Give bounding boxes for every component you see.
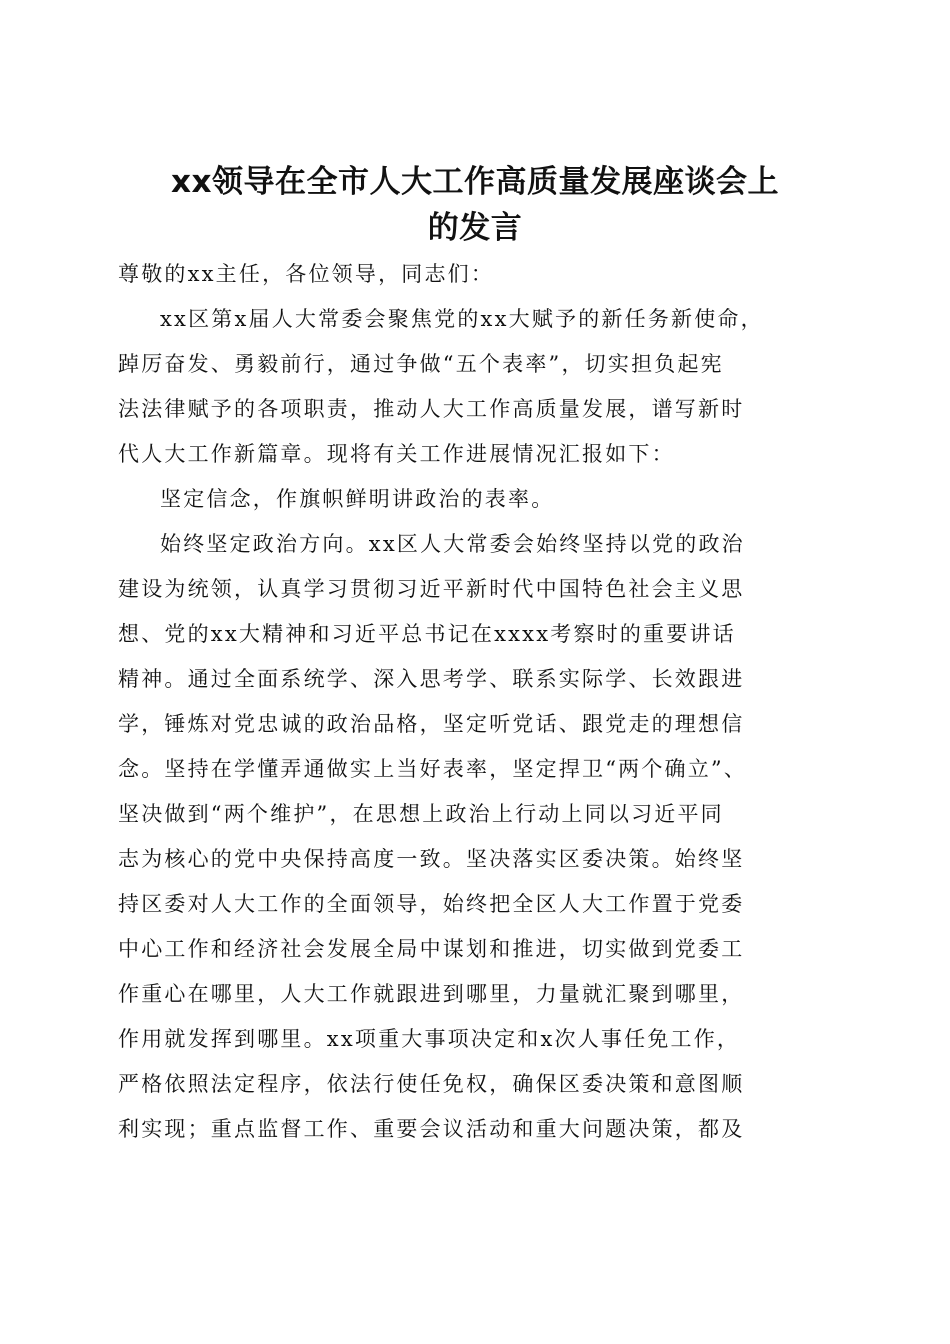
paragraph-line: 学，锤炼对党忠诚的政治品格，坚定听党话、跟党走的理想信: [118, 712, 745, 736]
section-heading: 坚定信念，作旗帜鲜明讲政治的表率。: [160, 487, 555, 511]
paragraph-line: 想、党的xx大精神和习近平总书记在xxxx考察时的重要讲话: [118, 622, 736, 646]
paragraph-line: 念。坚持在学懂弄通做实上当好表率，坚定捍卫“两个确立”、: [118, 757, 748, 781]
paragraph-line: xx区第x届人大常委会聚焦党的xx大赋予的新任务新使命，: [160, 307, 764, 331]
paragraph-line: 始终坚定政治方向。xx区人大常委会始终坚持以党的政治: [160, 532, 745, 556]
paragraph-line: 作用就发挥到哪里。xx项重大事项决定和x次人事任免工作，: [118, 1027, 741, 1051]
paragraph-line: 志为核心的党中央保持高度一致。坚决落实区委决策。始终坚: [118, 847, 745, 871]
document-title: [100, 159, 850, 251]
paragraph-line: 严格依照法定程序，依法行使任免权，确保区委决策和意图顺: [118, 1072, 745, 1096]
paragraph-line: 持区委对人大工作的全面领导，始终把全区人大工作置于党委: [118, 892, 745, 916]
paragraph-line: 法法律赋予的各项职责，推动人大工作高质量发展，谱写新时: [118, 397, 745, 421]
title-line-2: 的发言: [427, 209, 523, 246]
paragraph-line: 利实现；重点监督工作、重要会议活动和重大问题决策，都及: [118, 1117, 745, 1141]
document-body: [118, 252, 848, 1152]
paragraph-line: 坚决做到“两个维护”，在思想上政治上行动上同以习近平同: [118, 802, 724, 826]
paragraph-line: 中心工作和经济社会发展全局中谋划和推进，切实做到党委工: [118, 937, 745, 961]
salutation: 尊敬的xx主任，各位领导，同志们：: [118, 262, 495, 286]
paragraph-line: 作重心在哪里，人大工作就跟进到哪里，力量就汇聚到哪里，: [118, 982, 745, 1006]
paragraph-line: 建设为统领，认真学习贯彻习近平新时代中国特色社会主义思: [118, 577, 745, 601]
paragraph-line: 精神。通过全面系统学、深入思考学、联系实际学、长效跟进: [118, 667, 745, 691]
paragraph-line: 踔厉奋发、勇毅前行，通过争做“五个表率”，切实担负起宪: [118, 352, 724, 376]
title-line-1: xx领导在全市人大工作高质量发展座谈会上: [171, 163, 779, 200]
paragraph-line: 代人大工作新篇章。现将有关工作进展情况汇报如下：: [118, 442, 675, 466]
